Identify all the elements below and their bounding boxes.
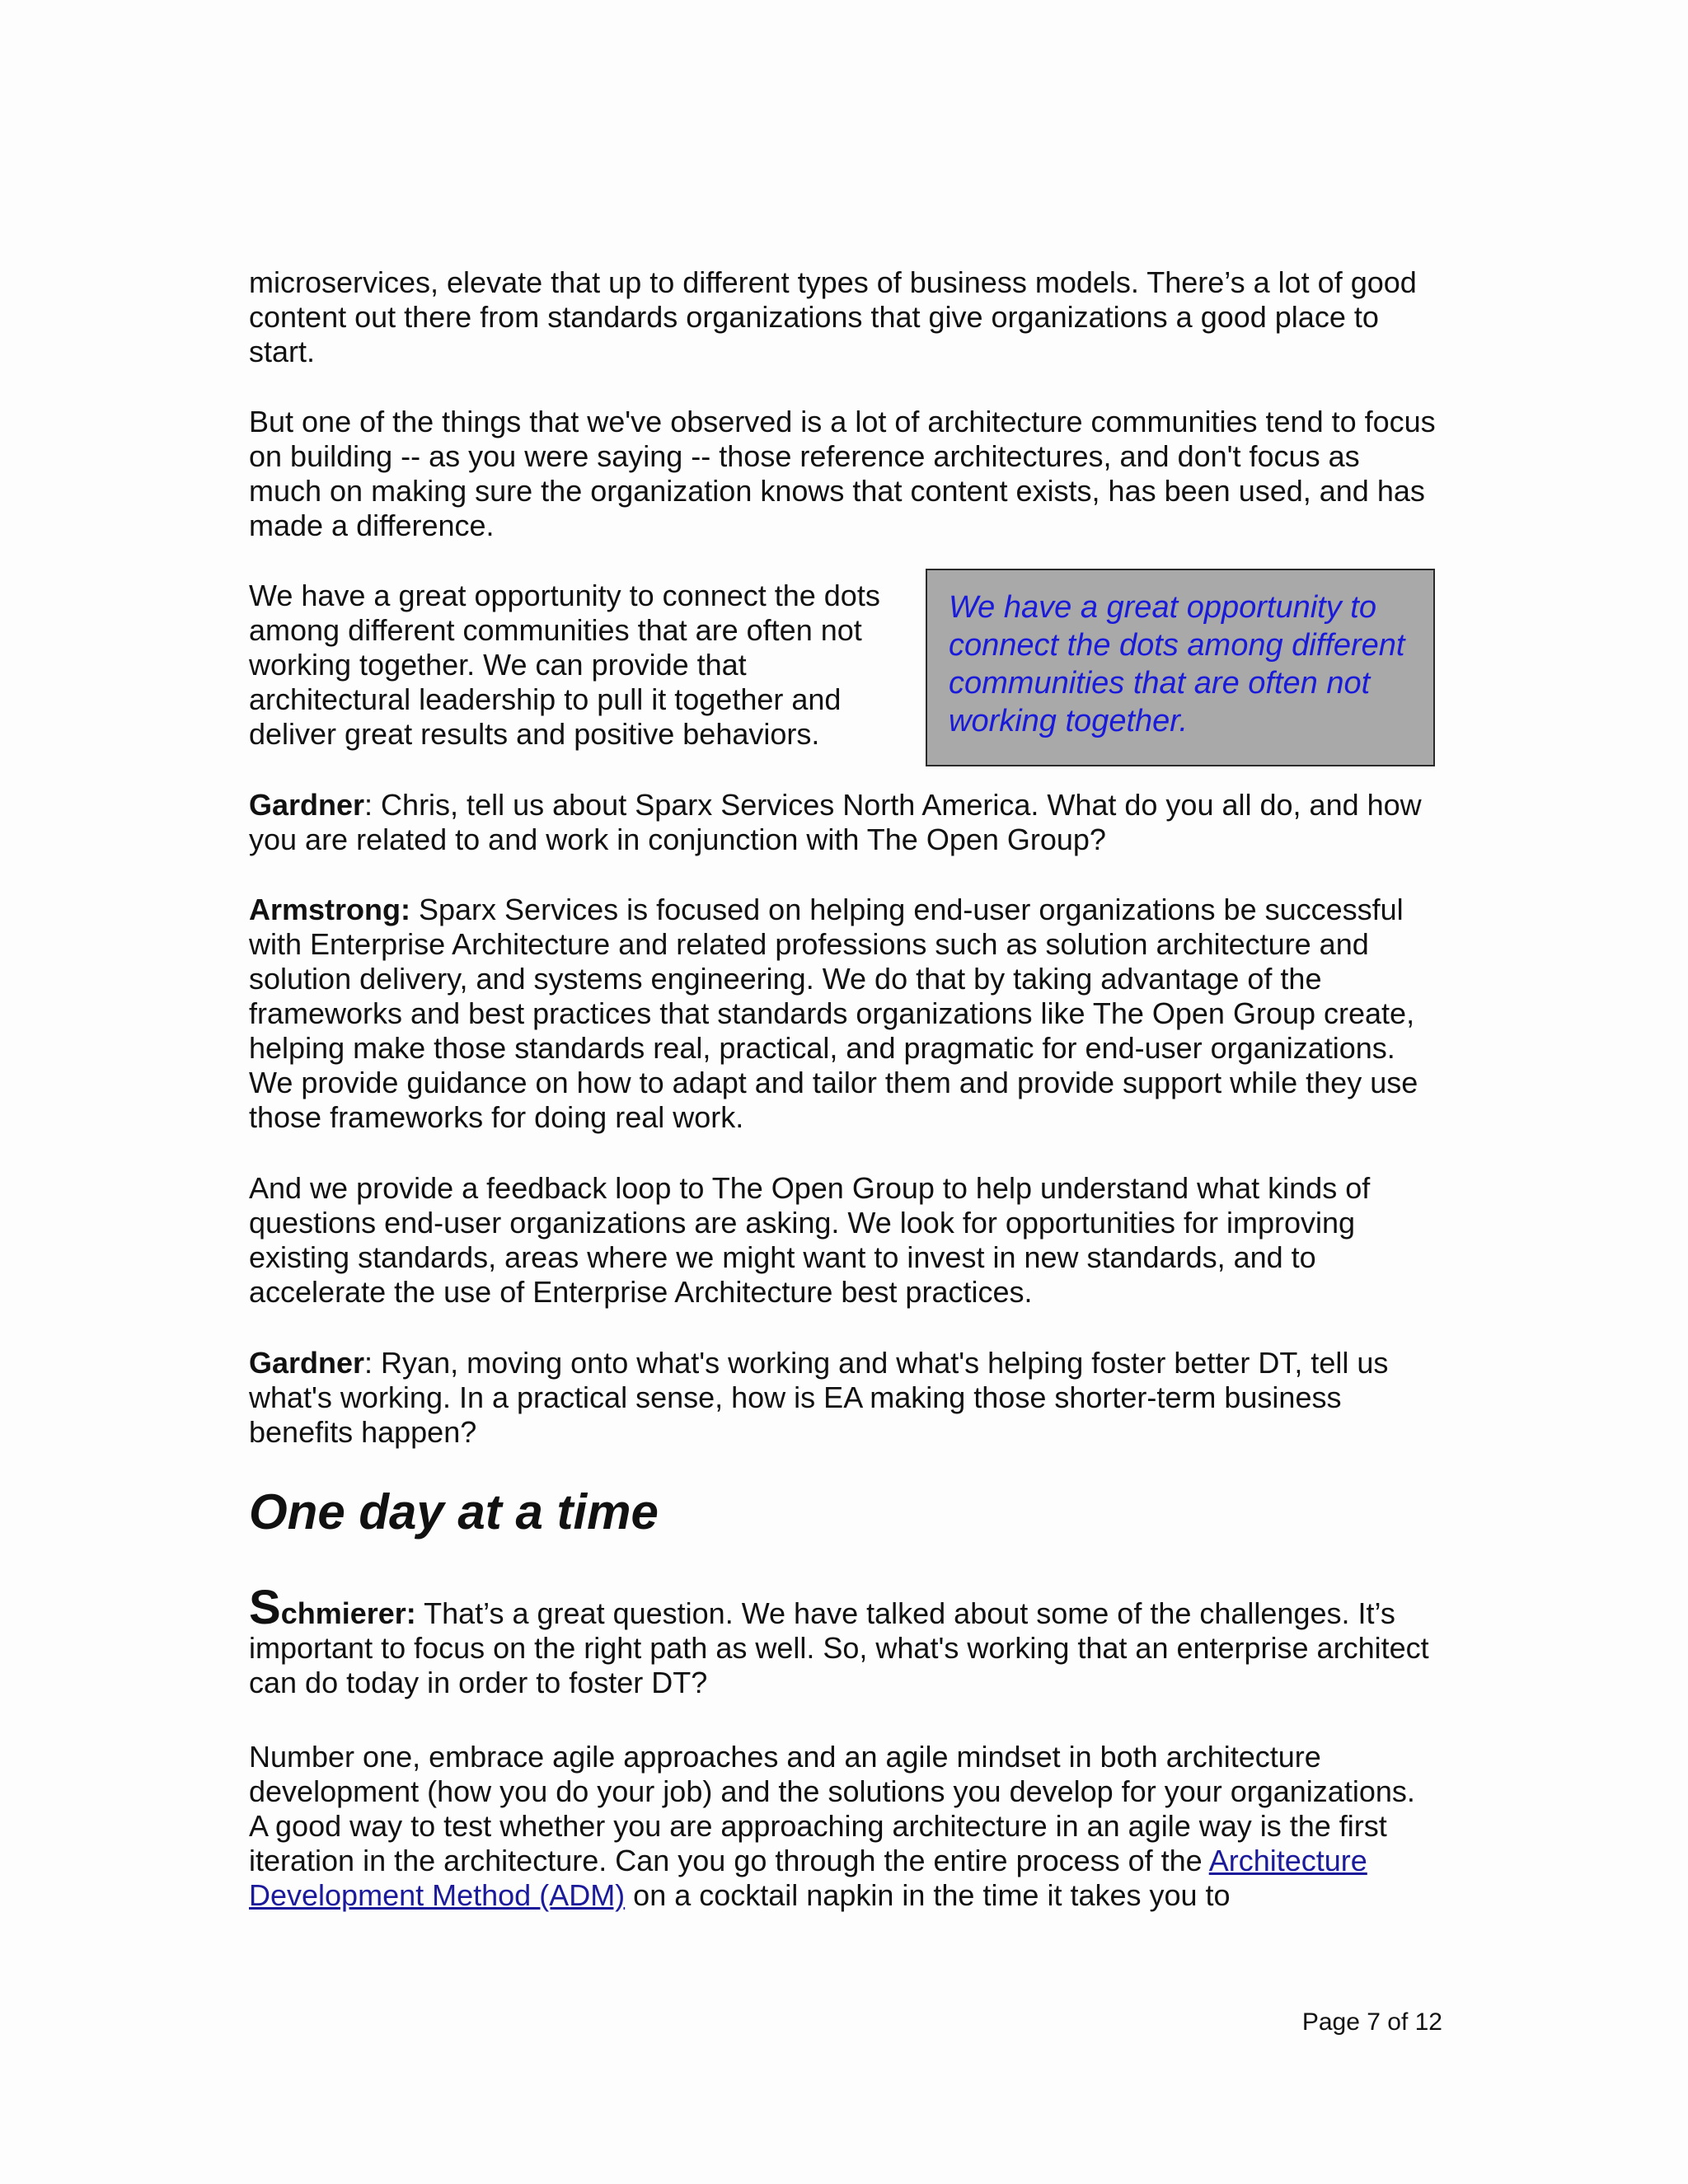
paragraph-text: : Chris, tell us about Sparx Services North America. What do you all do, and how you are related to and work in conjunction with The Open Group?: [249, 788, 1422, 856]
paragraph: [249, 1581, 1436, 1700]
speaker-name: Armstrong:: [249, 893, 410, 926]
paragraph-text: That’s a great question. We have talked about some of the challenges. It’s important to focus on the right path as well. So, what's working that an enterprise architect can do today in order to foster DT?: [249, 1596, 1429, 1699]
paragraph: But one of the things that we've observed is a lot of architecture communities tend to focus on building -- as you were saying -- those reference architectures, and don't focus as much on making sure the organization knows that content exists, has been used, and has made a difference.: [249, 405, 1436, 542]
paragraph: microservices, elevate that up to different types of business models. There’s a lot of good content out there from standards organizations that give organizations a good place to start.: [249, 265, 1417, 368]
paragraph-text: Sparx Services is focused on helping end-user organizations be successful with Enterprise Architecture and related professions such as solution architecture and solution delivery, and systems engineering. We do that by taking advantage of the frameworks and best practices that standards organizations like The Open Group create, helping make those standards real, practical, and pragmatic for end-user organizations. We provide guidance on how to adapt and tailor them and provide support while they use those frameworks for doing real work.: [249, 893, 1418, 1134]
drop-cap: S: [249, 1581, 281, 1634]
section-heading: One day at a time: [249, 1484, 659, 1540]
paragraph: And we provide a feedback loop to The Open Group to help understand what kinds of questions end-user organizations are asking. We look for opportunities for improving existing standards, areas where we might want to invest in new standards, and to accelerate the use of Enterprise Architecture best practices.: [249, 1171, 1371, 1309]
speaker-name: Gardner: [249, 1346, 365, 1380]
pull-quote-box: [926, 569, 1435, 766]
paragraph-text: : Ryan, moving onto what's working and what's helping foster better DT, tell us what's working. In a practical sense, how is EA making those shorter-term business benefits happen?: [249, 1346, 1389, 1449]
paragraph-text: on a cocktail napkin in the time it takes you to: [625, 1878, 1231, 1912]
adm-link[interactable]: Architecture Development Method (ADM): [249, 1844, 1367, 1912]
paragraph: [249, 788, 1436, 857]
pull-quote-text: We have a great opportunity to connect the dots among different communities that are often not working together.: [949, 590, 1405, 738]
paragraph: [249, 1346, 1436, 1450]
paragraph: [249, 893, 1436, 1135]
paragraph: We have a great opportunity to connect the dots among different communities that are often not working together. We can provide that architectural leadership to pull it together and deliver great results and positive behaviors.: [249, 579, 880, 751]
speaker-name: chmierer:: [280, 1596, 416, 1630]
speaker-name: Gardner: [249, 788, 365, 822]
paragraph: [249, 1740, 1436, 1913]
paragraph-text: Number one, embrace agile approaches and an agile mindset in both architecture development (how you do your job) and the solutions you develop for your organizations. A good way to test whether you are approaching architecture in an agile way is the first iteration in the architecture. Can you go through the entire process of the: [249, 1740, 1415, 1877]
page-number: Page 7 of 12: [1301, 2008, 1442, 2036]
